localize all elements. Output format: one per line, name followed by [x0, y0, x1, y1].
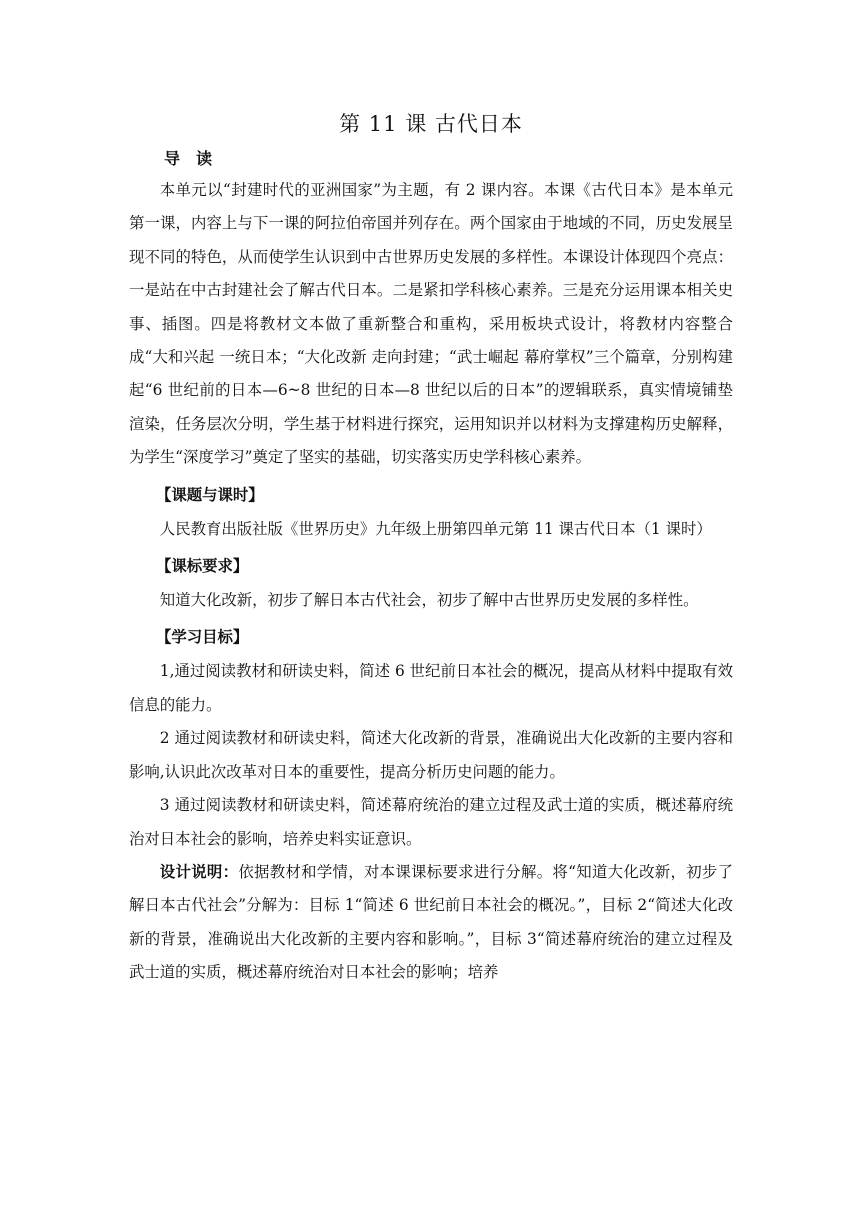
design-note-label: 设计说明：: [159, 862, 239, 881]
design-note-text: 依据教材和学情，对本课课标要求进行分解。将“知道大化改新，初步了解日本古代社会”分解为：目标 1“简述 6 世纪前日本社会的概况。”，目标 2“简述大化改新的背景，准确说出大化改新的主要内容和影响。”，目标 3“简述幕府统治的建立过程及武士道的实质，概述幕府统治对日本社会的影响；培养: [129, 862, 733, 982]
objective-paragraph-1: 1,通过阅读教材和研读史料，简述 6 世纪前日本社会的概况，提高从材料中提取有效信息的能力。: [129, 662, 733, 714]
document-content: [129, 109, 733, 990]
lead-heading: 导读: [164, 149, 229, 168]
topic-paragraph: 人民教育出版社版《世界历史》九年级上册第四单元第 11 课古代日本（1 课时）: [159, 519, 712, 538]
objective-paragraph-2: 2 通过阅读教材和研读史料，简述大化改新的背景，准确说出大化改新的主要内容和影响,认识此次改革对日本的重要性，提高分析历史问题的能力。: [129, 729, 733, 781]
section-heading-objectives: 【学习目标】: [155, 628, 249, 647]
lead-paragraph: 本单元以“封建时代的亚洲国家”为主题，有 2 课内容。本课《古代日本》是本单元第一课，内容上与下一课的阿拉伯帝国并列存在。两个国家由于地域的不同，历史发展呈现不同的特色，从而使学生认识到中古世界历史发展的多样性。本课设计体现四个亮点：一是站在中古封建社会了解古代日本。二是紧扣学科核心素养。三是充分运用课本相关史事、插图。四是将教材文本做了重新整合和重构，采用板块式设计，将教材内容整合成“大和兴起 一统日本；“大化改新 走向封建；“武士崛起 幕府掌权”三个篇章，分别构建起“6 世纪前的日本—6~8 世纪的日本—8 世纪以后的日本”的逻辑联系，真实情境铺垫渲染，任务层次分明，学生基于材料进行探究，运用知识并以材料为支撑建构历史解释，为学生“深度学习”奠定了坚实的基础，切实落实历史学科核心素养。: [129, 181, 733, 467]
curriculum-paragraph: 知道大化改新，初步了解日本古代社会，初步了解中古世界历史发展的多样性。: [159, 591, 699, 610]
section-heading-curriculum: 【课标要求】: [155, 557, 249, 576]
objective-paragraph-3: 3 通过阅读教材和研读史料，简述幕府统治的建立过程及武士道的实质，概述幕府统治对日本社会的影响，培养史料实证意识。: [129, 796, 733, 848]
design-note-paragraph: [129, 856, 733, 990]
section-heading-topic: 【课题与课时】: [155, 485, 264, 504]
lesson-title: 第 11 课 古代日本: [339, 112, 523, 136]
